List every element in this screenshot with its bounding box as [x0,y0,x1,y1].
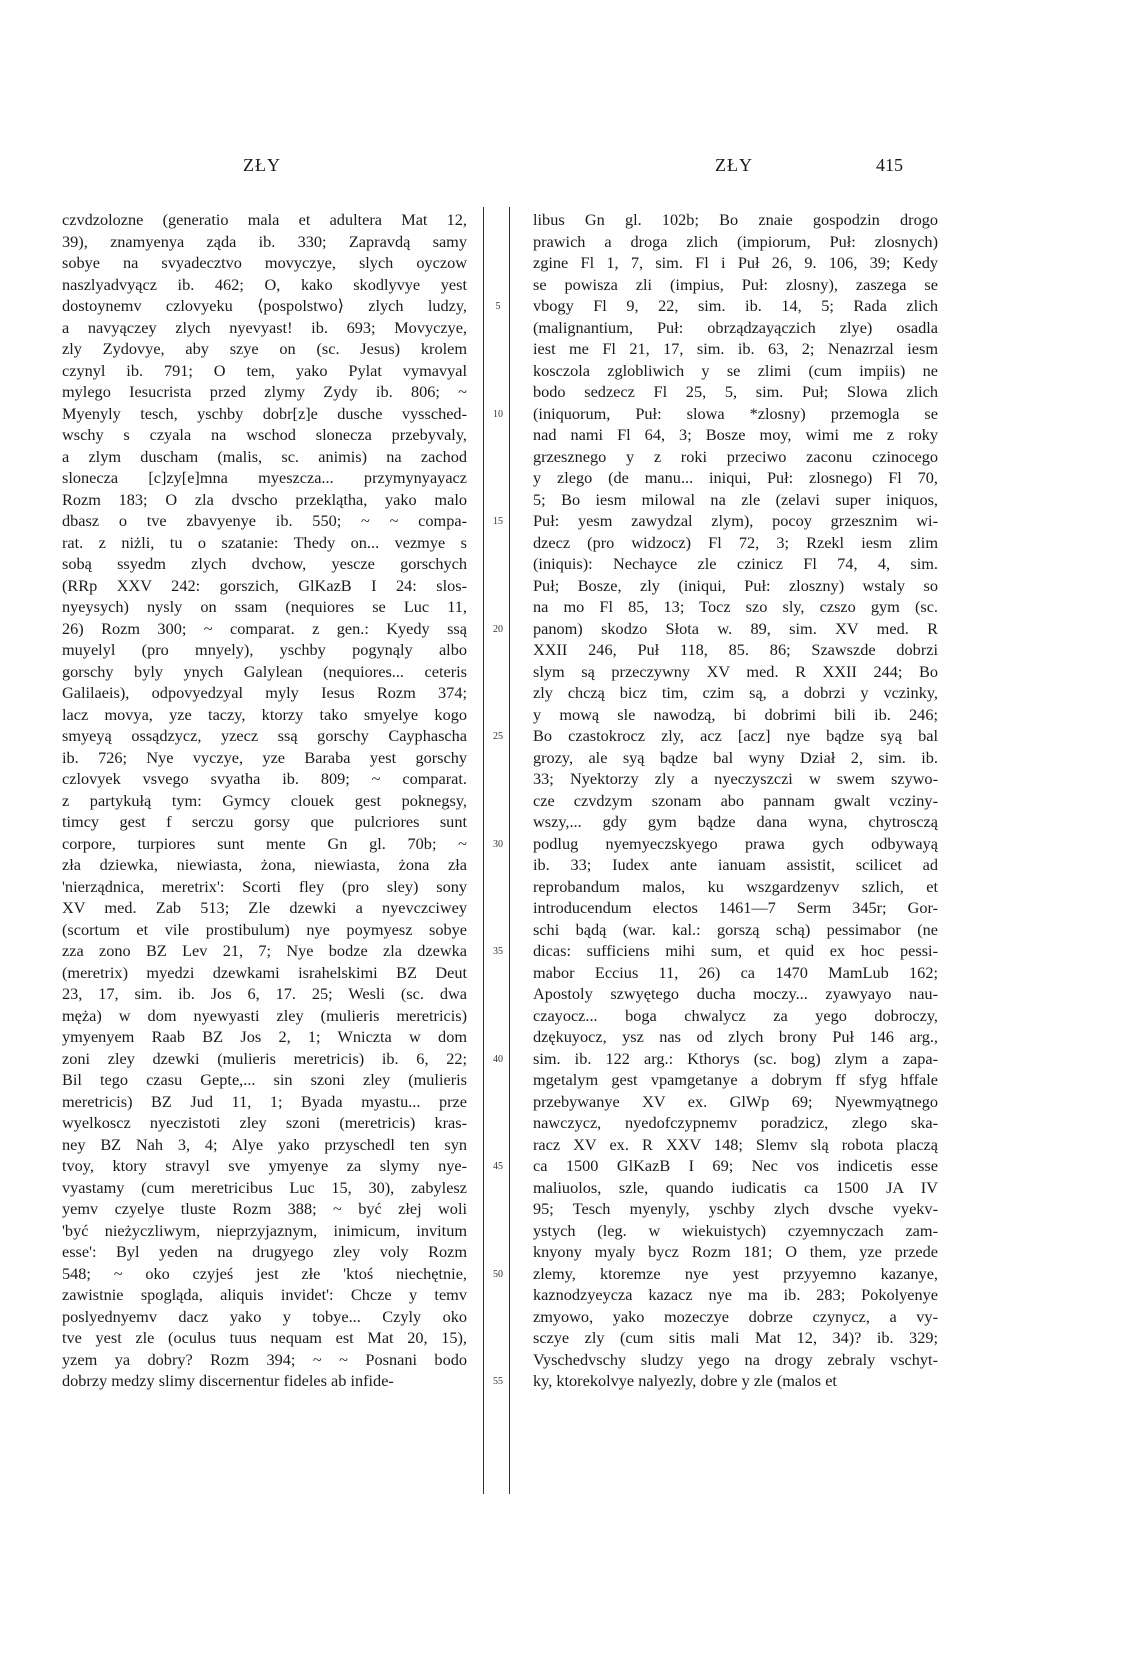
text-line: 5; Bo iesm milowal na zle (zelavi super iniquos, [533,489,938,509]
text-line: dostoynemv czlovyeku ⟨pospolstwo⟩ zlych ludzy, [62,296,467,315]
text-line: ca 1500 GlKazB I 69; Nec vos indicetis esse [533,1156,938,1175]
text-line: se powisza zli (impius, Puł: zlosny), zaszega se [533,274,938,294]
line-number: 30 [493,838,503,850]
text-line: dzecz (pro widzocz) Fl 72, 3; Rzekl iesm zlim [533,532,938,552]
text-line: tvoy, ktory stravyl sve ymyenye za slymy nye- [62,1156,467,1175]
text-line: prawich a droga zlich (impiorum, Puł: zlosnych) [533,231,938,251]
line-number: 15 [493,516,503,527]
text-line: dicas: sufficiens mihi sum, et quid ex hoc pessi- [533,941,938,960]
text-line: zoni zley dzewki (mulieris meretricis) ib. 6, 22; [62,1048,467,1068]
text-line: (malignantium, Puł: obrządzayączich zlye) osadla [533,317,938,337]
text-line: dbasz o tve zbavyenye ib. 550; ~ ~ compa- [62,511,467,530]
text-line: knyony myaly bycz Rozm 181; O them, yze przede [533,1242,938,1261]
line-number: 25 [493,731,503,742]
text-line: zła dziewka, niewiasta, żona, niewiasta, żona zła [62,855,467,874]
text-line: czynyl ib. 791; O tem, yako Pylat vymavyal [62,360,467,380]
text-line: czvdzolozne (generatio mala et adultera Mat 12, [62,210,467,229]
text-line: (iniquorum, Puł: slowa *zlosny) przemogla se [533,403,938,423]
text-line: męża) w dom nyewyasti zley (mulieris meretricis) [62,1005,467,1025]
text-line: 95; Tesch myenyly, yschby zlych dvsche vyekv- [533,1199,938,1218]
line-number: 45 [493,1161,503,1172]
page-number: 415 [876,155,903,175]
text-line: zza zono BZ Lev 21, 7; Nye bodze zla dzewka [62,941,467,960]
text-line: czlovyek vsvego svyatha ib. 809; ~ comparat. [62,769,467,788]
text-line: timcy gest f serczu gorsy que pulcriores sunt [62,812,467,831]
text-line: sobą ssyedm zlych dvchow, yescze gorschych [62,554,467,573]
text-line: panom) skodzo Słota w. 89, sim. XV med. R [533,618,938,638]
text-line: schi bądą (war. kal.: gorszą schą) pessimabor (ne [533,919,938,939]
text-line: (RRp XXV 242: gorszich, GlKazB I 24: slos- [62,575,467,595]
text-line: mabor Eccius 11, 26) ca 1470 MamLub 162; [533,962,938,982]
text-line: Puł: yesm zawydzal zlym), pocoy grzesznim wi- [533,511,938,530]
text-line: grozy, ale syą bądze bal wyny Dział 2, sim. ib. [533,747,938,767]
text-line: muyelyl (pro mnyely), yschby pogynąly albo [62,640,467,659]
text-line: esse': Byl yeden na drugyego zley voly Rozm [62,1242,467,1261]
text-line: (meretrix) myedzi dzewkami israhelskimi BZ Deut [62,962,467,982]
text-line: reprobandum malos, ku wszgardzenyv szlich, et [533,876,938,896]
text-line: zawistnie spogląda, aliquis invidet': Chcze y temv [62,1285,467,1304]
text-line: XV med. Zab 513; Zle dzewki a nyevczciwey [62,898,467,917]
text-line: 548; ~ oko czyjeś jest złe 'ktoś niechętnie, [62,1263,467,1283]
text-line: zlemy, ktoremze nye yest przyyemno kazanye, [533,1263,938,1283]
text-line: libus Gn gl. 102b; Bo znaie gospodzin drogo [533,210,938,229]
text-line: z partykułą tym: Gymcy clouek gest poknegsy, [62,790,467,810]
text-line: kaznodzyeycza kazacz nye ma ib. 283; Pokolyenye [533,1285,938,1304]
text-line: meretricis) BZ Jud 11, 1; Byada myastu... prze [62,1091,467,1111]
text-line: Galilaeis), odpovyedzyal myly Iesus Rozm 374; [62,683,467,702]
line-number: 55 [493,1376,503,1387]
left-column [62,209,467,1392]
text-line: lacz movya, yze taczy, ktorzy tako smyelye kogo [62,704,467,724]
text-line: ystych (leg. w wiekuistych) czyemnyczach zam- [533,1220,938,1240]
text-line: 39), znamyenya ząda ib. 330; Zapravdą samy [62,231,467,251]
text-line: nyeysych) nysly on ssam (nequiores se Luc 11, [62,597,467,616]
column-rule-left [483,207,484,1494]
text-line: czayocz... boga chwalycz za yego dobroczy, [533,1005,938,1025]
text-line: zgine Fl 1, 7, sim. Fl i Puł 26, 9. 106, 39; Kedy [533,253,938,272]
text-line: grzesznego y z roki przeciwo zaconu czinocego [533,446,938,466]
text-line: slonecza [c]zy[e]mna myeszcza... przymynyayacz [62,468,467,487]
text-line: wyelkoscz nyeczistoti zley szoni (meretricis) kras- [62,1113,467,1132]
text-line: 26) Rozm 300; ~ comparat. z gen.: Kyedy ssą [62,618,467,638]
text-line: sobye na svyadecztvo movyczye, slych oyczow [62,253,467,272]
text-line: introducendum electos 1461—7 Serm 345r; Gor- [533,898,938,917]
text-line: (iniquis): Nechayce zle czinicz Fl 74, 4, sim. [533,554,938,573]
text-line: Rozm 183; O zla dvscho przeklątha, yako malo [62,489,467,509]
text-line: iest me Fl 21, 17, sim. ib. 63, 2; Nenazrzal iesm [533,339,938,358]
text-line: mylego Iesucrista przed zlymy Zydy ib. 806; ~ [62,382,467,401]
text-line: Bo czastokrocz zly, acz [acz] nye bądze syą bal [533,726,938,745]
text-line: Bil tego czasu Gepte,... sin szoni zley (mulieris [62,1070,467,1089]
text-line: dzękuyocz, ysz nas od zlych brony Puł 146 arg., [533,1027,938,1046]
text-line: 33; Nyektorzy zly a nyeczyszczi w swem szywo- [533,769,938,788]
text-line: naszlyadvyącz ib. 462; O, kako skodlyvye yest [62,274,467,294]
text-line: ymyenyem Raab BZ Jos 2, 1; Wniczta w dom [62,1027,467,1046]
text-line: vbogy Fl 9, 22, sim. ib. 14, 5; Rada zlich [533,296,938,315]
text-line: a zlym duscham (malis, sc. animis) na zachod [62,446,467,466]
text-line: y zlego (de manu... iniqui, Puł: zlosnego) Fl 70, [533,468,938,487]
text-line: sim. ib. 122 arg.: Kthorys (sc. bog) zlym a zapa- [533,1048,938,1068]
text-line: nawczycz, nyedofczypnemv poradzicz, zlego ska- [533,1113,938,1132]
text-line: ney BZ Nah 3, 4; Alye yako przyschedl ten syn [62,1134,467,1154]
text-line: gorschy byly ynych Galylean (nequiores... ceteris [62,661,467,681]
text-line: zly chczą bicz tim, czim są, a dobrzi y vczinky, [533,683,938,702]
text-line: y mową sle nawodzą, bi dobrimi bili ib. 246; [533,704,938,724]
text-line: smyeyą ossądzycz, yzecz ssą gorschy Cayphascha [62,726,467,745]
text-line: cze czvdzym szonam abo pannam gwalt vcziny- [533,790,938,810]
text-line: mgetalym gest vpamgetanye a dobrym ff sfyg hffale [533,1070,938,1089]
text-line: yemv czyelye tluste Rozm 388; ~ być złej woli [62,1199,467,1218]
text-line: przebywanye XV ex. GlWp 69; Nyewmyątnego [533,1091,938,1111]
text-line: Apostoly szwyętego ducha moczy... zyawyayo nau- [533,984,938,1003]
text-line: 23, 17, sim. ib. Jos 6, 17. 25; Wesli (sc. dwa [62,984,467,1003]
text-line: ib. 726; Nye vyczye, yze Baraba yest gorschy [62,747,467,767]
text-line: poslyednyemv dacz yako y tobye... Czyly oko [62,1306,467,1326]
text-line: Vyschedvschy sludzy yego na drogy zebraly vschyt- [533,1349,938,1369]
text-line: racz XV ex. R XXV 148; Slemv slą robota placzą [533,1134,938,1154]
text-line: rat. z niżli, tu o szatanie: Thedy on... vezmye s [62,532,467,552]
text-line: wszy,... gdy gym bądze dana wyna, chytrosczą [533,812,938,831]
text-line: 'nierządnica, meretrix': Scorti fley (pro sley) sony [62,876,467,896]
text-line: podlug nyemyeczskyego prawa gych odbywayą [533,833,938,853]
text-line: corpore, turpiores sunt mente Gn gl. 70b; ~ [62,833,467,853]
text-line: Myenyly tesch, yschby dobr[z]e dusche vyssched- [62,403,467,423]
column-rule-right [509,207,510,1494]
text-line: ib. 33; Iudex ante ianuam assistit, scilicet ad [533,855,938,874]
line-number: 40 [493,1053,503,1065]
running-head-right: ZŁY [715,155,753,175]
text-line: nad nami Fl 64, 3; Bosze moy, wimi me z roky [533,425,938,444]
text-line: bodo sedzecz Fl 25, 5, sim. Puł; Slowa zlich [533,382,938,401]
text-line: dobrzy medzy slimy discernentur fideles ab infide- [62,1371,394,1390]
text-line: (scortum et vile prostibulum) nye poymyesz sobye [62,919,467,939]
text-line: Puł; Bosze, zly (iniqui, Puł: zloszny) wstaly so [533,575,938,595]
text-line: ky, ktorekolvye nalyezly, dobre y zle (malos et [533,1371,837,1390]
line-number: 10 [493,408,503,420]
text-line: tve yest zle (oculus tuus nequam est Mat 20, 15), [62,1328,467,1347]
text-line: XXII 246, Puł 118, 85. 86; Szawszde dobrzi [533,640,938,659]
line-number: 5 [495,301,501,312]
text-line: maliuolos, szle, quando iudicatis ca 1500 JA IV [533,1177,938,1197]
text-line: yzem ya dobry? Rozm 394; ~ ~ Posnani bodo [62,1349,467,1369]
text-line: 'być nieżyczliwym, nieprzyjaznym, inimicum, invitum [62,1220,467,1240]
text-line: kosczola zglobliwich y se zlimi (cum impiis) ne [533,360,938,380]
text-line: wschy s czyala na wschod slonecza przebyvaly, [62,425,467,444]
text-line: na mo Fl 85, 13; Tocz szo sly, czszo gym (sc. [533,597,938,616]
text-line: vyastamy (cum meretricibus Luc 15, 30), zabylesz [62,1177,467,1197]
line-number: 35 [493,946,503,957]
text-line: a navyączey zlych nyevyast! ib. 693; Movyczye, [62,317,467,337]
text-line: zly Zydovye, aby szye on (sc. Jesus) krolem [62,339,467,358]
text-line: sczye zly (cum sitis mali Mat 12, 34)? ib. 329; [533,1328,938,1347]
line-number: 50 [493,1268,503,1280]
text-line: slym są przeczywny XV med. R XXII 244; Bo [533,661,938,681]
running-head-left: ZŁY [243,155,281,175]
right-column [533,209,938,1392]
line-number: 20 [493,623,503,635]
text-line: zmyowo, yako mozeczye dobrze czynycz, a vy- [533,1306,938,1326]
